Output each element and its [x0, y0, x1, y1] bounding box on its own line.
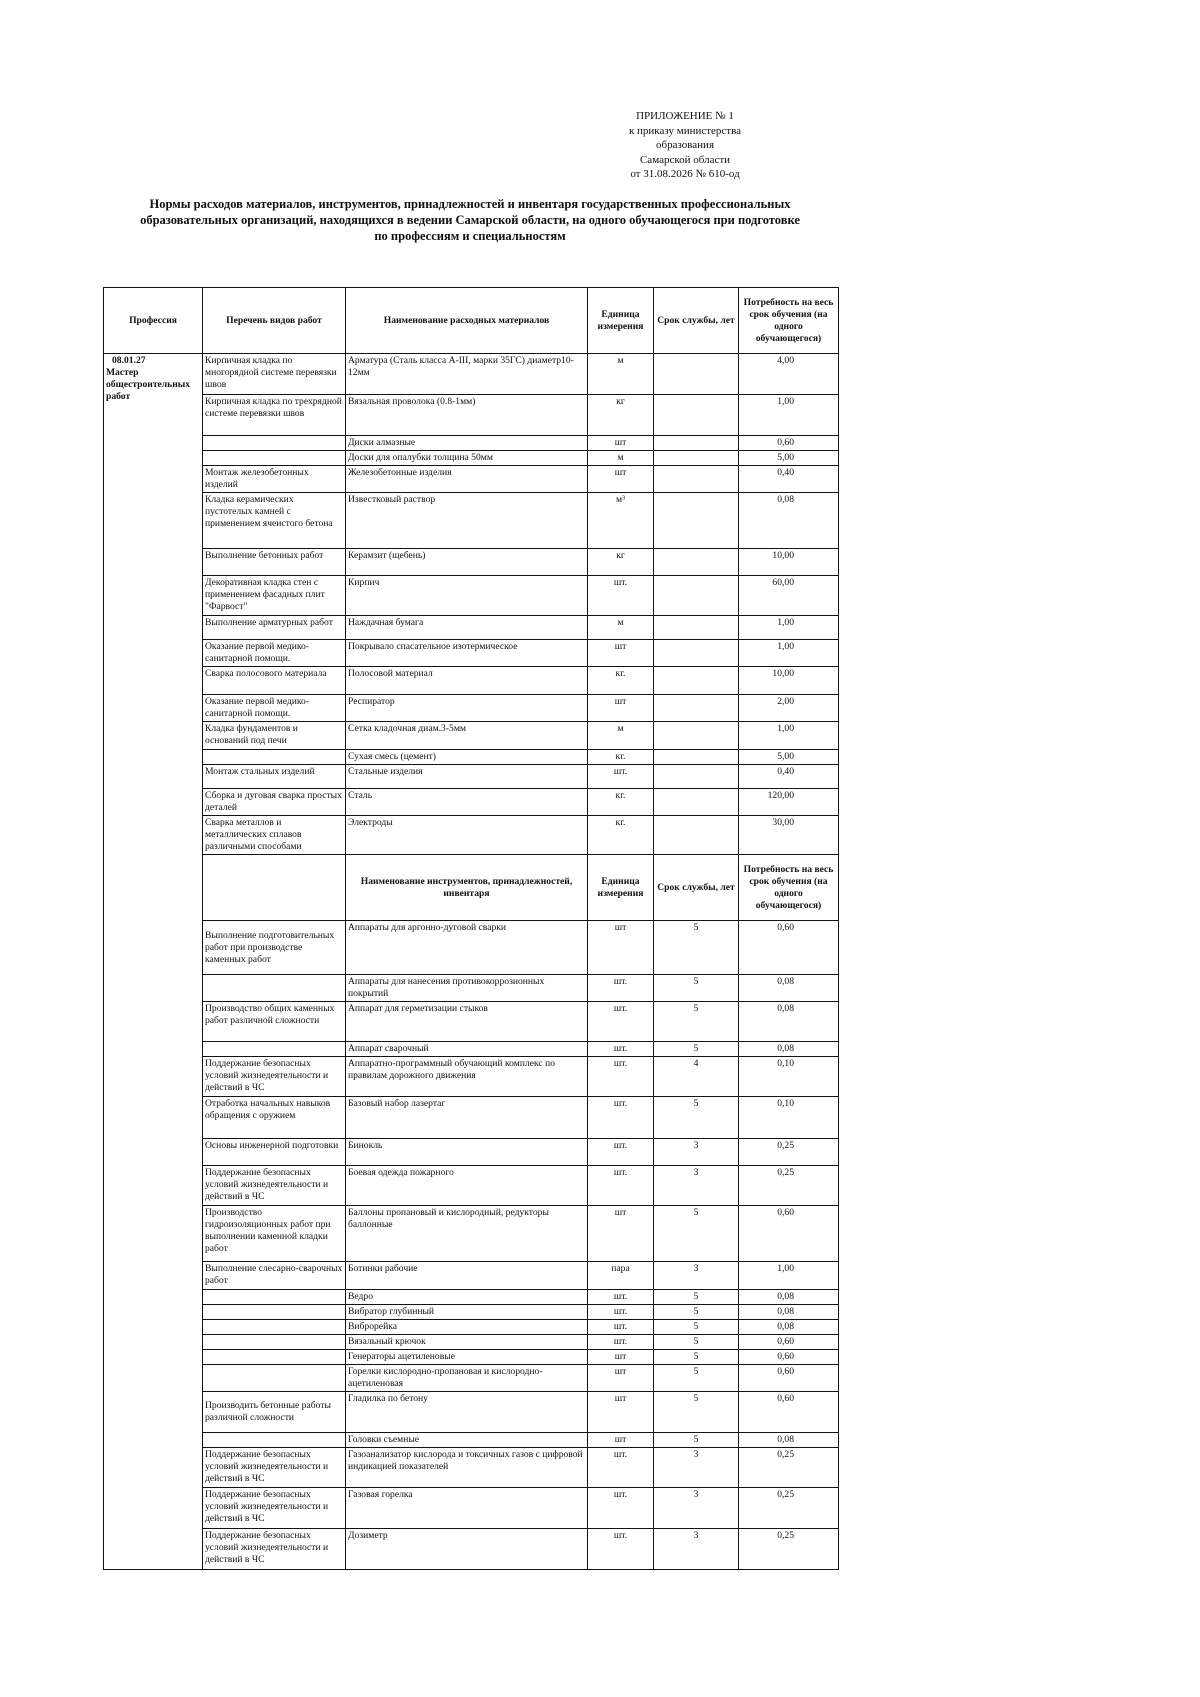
unit-cell: кг. — [588, 750, 654, 765]
appendix-line: Самарской области — [639, 153, 731, 166]
material-name-cell: Доски для опалубки толщина 50мм — [346, 451, 588, 466]
qty-cell: 0,08 — [739, 975, 839, 1002]
qty-cell: 0,60 — [739, 1350, 839, 1365]
unit-cell: кг — [588, 395, 654, 436]
qty-cell: 5,00 — [739, 451, 839, 466]
tool-name-cell: Бинокль — [346, 1139, 588, 1166]
service-cell — [654, 640, 739, 667]
tool-name-cell: Боевая одежда пожарного — [346, 1166, 588, 1206]
qty-cell: 10,00 — [739, 667, 839, 695]
material-row — [104, 789, 839, 816]
work-cell: Основы инженерной подготовки — [203, 1139, 346, 1166]
header-unit: Единица измерения — [588, 855, 654, 921]
tool-name-cell: Газовая горелка — [346, 1488, 588, 1529]
header-service: Срок службы, лет — [654, 855, 739, 921]
work-cell: Производство общих каменных работ различной сложности — [203, 1002, 346, 1042]
service-cell: 5 — [654, 1433, 739, 1448]
header-unit: Единица измерения — [588, 288, 654, 354]
qty-cell: 1,00 — [739, 395, 839, 436]
header-works: Перечень видов работ — [203, 288, 346, 354]
unit-cell: шт. — [588, 1335, 654, 1350]
tool-name-cell: Баллоны пропановый и кислородный, редукторы баллонные — [346, 1206, 588, 1262]
material-row — [104, 549, 839, 576]
qty-cell: 0,08 — [739, 1042, 839, 1057]
appendix-line: ПРИЛОЖЕНИЕ № 1 — [636, 110, 734, 122]
tool-name-cell: Аппараты для аргонно-дуговой сварки — [346, 921, 588, 975]
header-service: Срок службы, лет — [654, 288, 739, 354]
service-cell: 5 — [654, 1305, 739, 1320]
title-line: по профессиям и специальностям — [374, 229, 566, 243]
unit-cell: шт. — [588, 1057, 654, 1097]
tool-name-cell: Головки съемные — [346, 1433, 588, 1448]
unit-cell: шт. — [588, 1305, 654, 1320]
qty-cell: 0,08 — [739, 1002, 839, 1042]
appendix-line: от 31.08.2026 № 610-од — [630, 168, 740, 180]
material-row — [104, 722, 839, 750]
norms-table — [103, 287, 839, 1570]
service-cell — [654, 765, 739, 789]
qty-cell: 0,10 — [739, 1097, 839, 1139]
service-cell: 4 — [654, 1057, 739, 1097]
work-cell: Производство гидроизоляционных работ при выполнении каменной кладки работ — [203, 1206, 346, 1262]
tool-name-cell: Виброрейка — [346, 1320, 588, 1335]
tool-row — [104, 1350, 839, 1365]
qty-cell: 0,08 — [739, 1433, 839, 1448]
service-cell: 5 — [654, 1350, 739, 1365]
qty-cell: 60,00 — [739, 576, 839, 616]
work-cell: Поддержание безопасных условий жизнедеятельности и действий в ЧС — [203, 1448, 346, 1488]
tool-row — [104, 1057, 839, 1097]
qty-cell: 1,00 — [739, 640, 839, 667]
qty-cell: 10,00 — [739, 549, 839, 576]
header-profession: Профессия — [104, 288, 203, 354]
profession-code: 08.01.27 — [112, 355, 146, 366]
tool-row — [104, 1166, 839, 1206]
unit-cell: шт. — [588, 1166, 654, 1206]
tool-name-cell: Дозиметр — [346, 1529, 588, 1570]
tool-name-cell: Гладилка по бетону — [346, 1392, 588, 1433]
profession-name: Мастер общестроительных работ — [106, 367, 191, 402]
unit-cell: шт — [588, 1392, 654, 1433]
work-cell — [203, 975, 346, 1002]
qty-cell: 0,08 — [739, 1320, 839, 1335]
service-cell: 5 — [654, 1335, 739, 1350]
unit-cell: м — [588, 616, 654, 640]
service-cell: 5 — [654, 1392, 739, 1433]
material-row — [104, 395, 839, 436]
material-row — [104, 750, 839, 765]
service-cell — [654, 816, 739, 855]
material-name-cell: Наждачная бумага — [346, 616, 588, 640]
material-name-cell: Железобетонные изделия — [346, 466, 588, 493]
service-cell — [654, 395, 739, 436]
qty-cell: 1,00 — [739, 616, 839, 640]
qty-cell: 0,25 — [739, 1139, 839, 1166]
tool-row — [104, 1097, 839, 1139]
work-cell: Монтаж железобетонных изделий — [203, 466, 346, 493]
service-cell: 5 — [654, 1365, 739, 1392]
tool-row — [104, 1262, 839, 1290]
work-cell — [203, 1290, 346, 1305]
qty-cell: 0,60 — [739, 1365, 839, 1392]
qty-cell: 0,25 — [739, 1166, 839, 1206]
service-cell: 5 — [654, 975, 739, 1002]
unit-cell: кг — [588, 549, 654, 576]
tools-header-row — [104, 855, 839, 921]
tool-name-cell: Ботинки рабочие — [346, 1262, 588, 1290]
table-header-row — [104, 288, 839, 354]
work-cell — [203, 1433, 346, 1448]
unit-cell: шт. — [588, 1290, 654, 1305]
unit-cell: шт. — [588, 1529, 654, 1570]
work-cell: Выполнение бетонных работ — [203, 549, 346, 576]
work-cell — [203, 1320, 346, 1335]
material-name-cell: Кирпич — [346, 576, 588, 616]
work-cell — [203, 436, 346, 451]
service-cell: 5 — [654, 921, 739, 975]
work-cell: Монтаж стальных изделий — [203, 765, 346, 789]
service-cell: 5 — [654, 1206, 739, 1262]
service-cell — [654, 789, 739, 816]
unit-cell: шт. — [588, 1042, 654, 1057]
tool-name-cell: Базовый набор лазертаг — [346, 1097, 588, 1139]
material-row — [104, 354, 839, 395]
material-row — [104, 493, 839, 549]
work-cell: Кирпичная кладка по трехрядной системе перевязки швов — [203, 395, 346, 436]
work-cell: Поддержание безопасных условий жизнедеятельности и действий в ЧС — [203, 1057, 346, 1097]
service-cell — [654, 695, 739, 722]
unit-cell: шт. — [588, 1139, 654, 1166]
tool-name-cell: Аппаратно-программный обучающий комплекс по правилам дорожного движения — [346, 1057, 588, 1097]
unit-cell: шт — [588, 1433, 654, 1448]
work-cell: Сборка и дуговая сварка простых деталей — [203, 789, 346, 816]
qty-cell: 2,00 — [739, 695, 839, 722]
profession-cell — [104, 354, 203, 1570]
material-row — [104, 695, 839, 722]
material-name-cell: Сетка кладочная диам.3-5мм — [346, 722, 588, 750]
work-cell: Кладка фундаментов и оснований под печи — [203, 722, 346, 750]
qty-cell: 0,60 — [739, 1206, 839, 1262]
service-cell — [654, 576, 739, 616]
qty-cell: 0,08 — [739, 1305, 839, 1320]
appendix-line: образования — [655, 139, 715, 151]
qty-cell: 30,00 — [739, 816, 839, 855]
unit-cell: кг. — [588, 667, 654, 695]
work-cell: Отработка начальных навыков обращения с оружием — [203, 1097, 346, 1139]
work-cell: Производить бетонные работы различной сложности — [203, 1392, 346, 1433]
unit-cell: шт — [588, 1206, 654, 1262]
service-cell: 3 — [654, 1488, 739, 1529]
tool-row — [104, 1335, 839, 1350]
qty-cell: 0,10 — [739, 1057, 839, 1097]
tool-row — [104, 1206, 839, 1262]
tool-name-cell: Ведро — [346, 1290, 588, 1305]
unit-cell: шт — [588, 466, 654, 493]
service-cell — [654, 667, 739, 695]
service-cell — [654, 436, 739, 451]
tool-name-cell: Вибратор глубинный — [346, 1305, 588, 1320]
unit-cell: шт. — [588, 975, 654, 1002]
qty-cell: 0,60 — [739, 1335, 839, 1350]
qty-cell: 0,40 — [739, 765, 839, 789]
material-row — [104, 765, 839, 789]
work-cell: Сварка металлов и металлических сплавов различными способами — [203, 816, 346, 855]
work-cell: Поддержание безопасных условий жизнедеятельности и действий в ЧС — [203, 1488, 346, 1529]
tool-row — [104, 1042, 839, 1057]
material-name-cell: Диски алмазные — [346, 436, 588, 451]
work-cell — [203, 451, 346, 466]
document-title — [100, 196, 840, 244]
service-cell: 3 — [654, 1262, 739, 1290]
table-body — [104, 354, 839, 1570]
qty-cell: 4,00 — [739, 354, 839, 395]
material-name-cell: Покрывало спасательное изотермическое — [346, 640, 588, 667]
work-cell: Оказание первой медико-санитарной помощи. — [203, 640, 346, 667]
material-row — [104, 466, 839, 493]
tool-name-cell: Аппарат для герметизации стыков — [346, 1002, 588, 1042]
appendix-header — [560, 109, 810, 182]
tool-row — [104, 1320, 839, 1335]
work-cell — [203, 1350, 346, 1365]
unit-cell: м³ — [588, 493, 654, 549]
unit-cell: шт. — [588, 1488, 654, 1529]
appendix-line: к приказу министерства — [628, 124, 742, 137]
unit-cell: шт. — [588, 1320, 654, 1335]
material-row — [104, 616, 839, 640]
unit-cell: шт — [588, 640, 654, 667]
unit-cell: шт. — [588, 1448, 654, 1488]
service-cell: 5 — [654, 1042, 739, 1057]
qty-cell: 0,60 — [739, 1392, 839, 1433]
service-cell — [654, 549, 739, 576]
service-cell — [654, 493, 739, 549]
material-row — [104, 451, 839, 466]
tool-row — [104, 1488, 839, 1529]
service-cell — [654, 451, 739, 466]
unit-cell: шт — [588, 1350, 654, 1365]
service-cell: 5 — [654, 1002, 739, 1042]
qty-cell: 0,08 — [739, 493, 839, 549]
material-name-cell: Известковый раствор — [346, 493, 588, 549]
qty-cell: 120,00 — [739, 789, 839, 816]
material-row — [104, 576, 839, 616]
material-row — [104, 667, 839, 695]
work-cell: Кирпичная кладка по многорядной системе перевязки швов — [203, 354, 346, 395]
work-cell — [203, 1042, 346, 1057]
tool-row — [104, 1448, 839, 1488]
service-cell — [654, 354, 739, 395]
service-cell — [654, 466, 739, 493]
work-cell — [203, 750, 346, 765]
service-cell: 3 — [654, 1139, 739, 1166]
service-cell: 3 — [654, 1448, 739, 1488]
tool-row — [104, 1290, 839, 1305]
material-name-cell: Электроды — [346, 816, 588, 855]
unit-cell: шт — [588, 695, 654, 722]
work-cell: Декоративная кладка стен с применением фасадных плит "Фарвост" — [203, 576, 346, 616]
tool-row — [104, 975, 839, 1002]
header-materials: Наименование расходных материалов — [346, 288, 588, 354]
header-need: Потребность на весь срок обучения (на одного обучающегося) — [739, 288, 839, 354]
material-row — [104, 436, 839, 451]
work-cell: Выполнение подготовительных работ при производстве каменных работ — [203, 921, 346, 975]
material-name-cell: Сухая смесь (цемент) — [346, 750, 588, 765]
unit-cell: м — [588, 354, 654, 395]
unit-cell: кг. — [588, 789, 654, 816]
tool-name-cell: Вязальный крючок — [346, 1335, 588, 1350]
service-cell — [654, 616, 739, 640]
qty-cell: 0,60 — [739, 436, 839, 451]
material-row — [104, 640, 839, 667]
tool-name-cell: Аппараты для нанесения противокоррозионных покрытий — [346, 975, 588, 1002]
unit-cell: шт. — [588, 765, 654, 789]
unit-cell: м — [588, 722, 654, 750]
tool-name-cell: Аппарат сварочный — [346, 1042, 588, 1057]
work-cell: Оказание первой медико-санитарной помощи. — [203, 695, 346, 722]
service-cell: 5 — [654, 1320, 739, 1335]
work-cell: Выполнение арматурных работ — [203, 616, 346, 640]
qty-cell: 0,25 — [739, 1488, 839, 1529]
header-works-empty — [203, 855, 346, 921]
work-cell: Поддержание безопасных условий жизнедеятельности и действий в ЧС — [203, 1166, 346, 1206]
work-cell — [203, 1365, 346, 1392]
qty-cell: 1,00 — [739, 722, 839, 750]
tool-name-cell: Генераторы ацетиленовые — [346, 1350, 588, 1365]
unit-cell: кг. — [588, 816, 654, 855]
service-cell — [654, 722, 739, 750]
unit-cell: м — [588, 451, 654, 466]
qty-cell: 0,25 — [739, 1529, 839, 1570]
tool-name-cell: Горелки кислородно-пропановая и кислородно-ацетиленовая — [346, 1365, 588, 1392]
header-need: Потребность на весь срок обучения (на одного обучающегося) — [739, 855, 839, 921]
tool-row — [104, 1392, 839, 1433]
material-row — [104, 816, 839, 855]
qty-cell: 0,40 — [739, 466, 839, 493]
material-name-cell: Керамзит (щебень) — [346, 549, 588, 576]
title-line: Нормы расходов материалов, инструментов, принадлежностей и инвентаря государственных профессиональных — [149, 197, 791, 211]
unit-cell: шт. — [588, 576, 654, 616]
unit-cell: шт — [588, 1365, 654, 1392]
work-cell — [203, 1335, 346, 1350]
qty-cell: 5,00 — [739, 750, 839, 765]
work-cell: Поддержание безопасных условий жизнедеятельности и действий в ЧС — [203, 1529, 346, 1570]
tool-name-cell: Газоанализатор кислорода и токсичных газов с цифровой индикацией показателей — [346, 1448, 588, 1488]
material-name-cell: Вязальная проволока (0.8-1мм) — [346, 395, 588, 436]
title-line: образовательных организаций, находящихся в ведении Самарской области, на одного обучающегося при подготовке — [140, 213, 800, 227]
tool-row — [104, 1139, 839, 1166]
qty-cell: 1,00 — [739, 1262, 839, 1290]
material-name-cell: Сталь — [346, 789, 588, 816]
service-cell: 5 — [654, 1097, 739, 1139]
header-tools: Наименование инструментов, принадлежностей, инвентаря — [346, 855, 588, 921]
work-cell: Сварка полосового материала — [203, 667, 346, 695]
work-cell: Кладка керамических пустотелых камней с применением ячеистого бетона — [203, 493, 346, 549]
unit-cell: пара — [588, 1262, 654, 1290]
service-cell: 3 — [654, 1166, 739, 1206]
tool-row — [104, 1002, 839, 1042]
qty-cell: 0,60 — [739, 921, 839, 975]
unit-cell: шт — [588, 436, 654, 451]
service-cell: 3 — [654, 1529, 739, 1570]
qty-cell: 0,25 — [739, 1448, 839, 1488]
service-cell: 5 — [654, 1290, 739, 1305]
work-cell: Выполнение слесарно-сварочных работ — [203, 1262, 346, 1290]
work-cell — [203, 1305, 346, 1320]
material-name-cell: Респиратор — [346, 695, 588, 722]
unit-cell: шт. — [588, 1097, 654, 1139]
unit-cell: шт — [588, 921, 654, 975]
tool-row — [104, 1529, 839, 1570]
qty-cell: 0,08 — [739, 1290, 839, 1305]
material-name-cell: Полосовой материал — [346, 667, 588, 695]
tool-row — [104, 1305, 839, 1320]
material-name-cell: Арматура (Сталь класса А-III, марки 35ГС) диаметр10-12мм — [346, 354, 588, 395]
tool-row — [104, 921, 839, 975]
unit-cell: шт. — [588, 1002, 654, 1042]
material-name-cell: Стальные изделия — [346, 765, 588, 789]
service-cell — [654, 750, 739, 765]
tool-row — [104, 1365, 839, 1392]
tool-row — [104, 1433, 839, 1448]
